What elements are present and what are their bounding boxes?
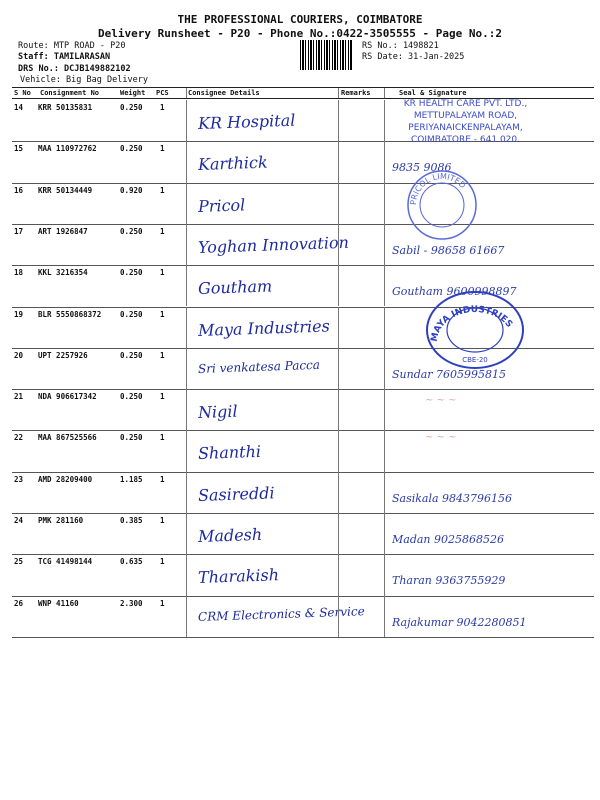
column-divider (186, 554, 187, 595)
column-divider (384, 554, 385, 595)
row-divider (12, 596, 594, 597)
pricol-stamp (405, 168, 480, 243)
row-pcs: 1 (160, 598, 165, 608)
row-consignment-no: KRR 50135831 (38, 103, 93, 112)
column-divider (186, 472, 187, 513)
row-consignee-handwritten: CRM Electronics & Service (197, 603, 365, 624)
column-divider (338, 513, 339, 554)
row-seal-signature: Sundar 7605995815 (392, 367, 507, 381)
column-divider (338, 141, 339, 182)
column-divider (338, 183, 339, 224)
row-consignee-handwritten: Goutham (197, 276, 273, 299)
column-divider (186, 183, 187, 224)
column-divider (186, 513, 187, 554)
row-consignment-no: WNP 41160 (38, 598, 79, 608)
row-seal-signature: Sasikala 9843796156 (392, 491, 513, 505)
row-sno: 21 (14, 392, 24, 402)
maya-stamp-text: MAYA INDUSTRIES (429, 304, 515, 343)
row-divider (12, 265, 594, 266)
column-divider (338, 224, 339, 265)
row-weight: 0.250 (120, 392, 143, 402)
row-consignment-no: NDA 906617342 (38, 392, 97, 402)
row-divider (12, 183, 594, 184)
row-consignment-no: MAA 110972762 (38, 144, 97, 154)
column-divider (338, 265, 339, 306)
row-weight: 0.250 (120, 144, 143, 154)
row-consignee-handwritten: Sri venkatesa Pacca (197, 357, 321, 376)
row-weight: 0.250 (120, 433, 143, 443)
column-divider (338, 554, 339, 595)
row-divider (12, 637, 594, 638)
drs-label: DRS No.: DCJB149882102 (18, 64, 131, 74)
barcode (300, 40, 352, 70)
col-consignee: Consignee Details (188, 89, 260, 97)
column-divider (186, 430, 187, 471)
maya-stamp (425, 290, 525, 370)
row-pcs: 1 (160, 226, 165, 236)
row-sno: 14 (14, 103, 24, 112)
row-sno: 25 (14, 557, 24, 567)
row-consignee-handwritten: Shanthi (197, 442, 262, 464)
route-label: Route: MTP ROAD - P20 (18, 41, 126, 51)
row-sno: 15 (14, 144, 24, 154)
column-divider (338, 472, 339, 513)
column-divider (384, 88, 385, 98)
column-divider (186, 348, 187, 389)
column-divider (384, 472, 385, 513)
column-divider (384, 348, 385, 389)
row-weight: 0.250 (120, 226, 143, 236)
row-divider (12, 389, 594, 390)
row-weight: 0.250 (120, 350, 143, 360)
row-consignee-handwritten: KR Hospital (197, 110, 296, 133)
row-weight: 0.250 (120, 268, 143, 278)
column-divider (384, 183, 385, 224)
column-divider (338, 596, 339, 637)
column-divider (186, 596, 187, 637)
staff-label: Staff: TAMILARASAN (18, 52, 111, 62)
row-consignment-no: KKL 3216354 (38, 268, 88, 278)
col-pcs: PCS (156, 89, 169, 97)
row-divider (12, 554, 594, 555)
row-weight: 0.250 (120, 309, 143, 319)
row-consignment-no: ART 1926847 (38, 226, 88, 236)
row-consignee-handwritten: Yoghan Innovation (197, 232, 350, 257)
column-divider (186, 141, 187, 182)
runsheet-subtitle: Delivery Runsheet - P20 - Phone No.:0422-3505555 - Page No.:2 (98, 27, 502, 40)
column-divider (186, 88, 187, 98)
row-consignee-handwritten: Madesh (197, 524, 263, 546)
column-divider (384, 141, 385, 182)
column-divider (338, 88, 339, 98)
row-consignee-handwritten: Karthick (197, 152, 268, 175)
svg-text:PRICOL LIMITED (409, 172, 468, 205)
col-consignment: Consignment No (40, 89, 100, 97)
kr-health-stamp: KR HEALTH CARE PVT. LTD., METTUPALAYAM ROAD, PERIYANAICKENPALAYAM, COIMBATORE - 641 020. (403, 99, 528, 145)
row-sno: 24 (14, 516, 24, 525)
column-divider (186, 307, 187, 348)
column-divider (338, 430, 339, 471)
faded-mark: ​~ ~ ~ (425, 395, 457, 406)
column-divider (384, 430, 385, 471)
row-weight: 0.250 (120, 103, 143, 112)
col-seal: Seal & Signature (399, 89, 467, 97)
column-divider (338, 307, 339, 348)
column-divider (338, 389, 339, 430)
row-sno: 18 (14, 268, 24, 278)
row-divider (12, 513, 594, 514)
row-pcs: 1 (160, 309, 165, 319)
column-divider (384, 265, 385, 306)
row-pcs: 1 (160, 268, 165, 278)
row-divider (12, 472, 594, 473)
row-sno: 22 (14, 433, 24, 443)
column-divider (338, 100, 339, 141)
column-divider (186, 265, 187, 306)
row-consignee-handwritten: Sasireddi (197, 483, 275, 505)
row-consignment-no: MAA 867525566 (38, 433, 97, 443)
row-pcs: 1 (160, 433, 165, 443)
column-divider (384, 307, 385, 348)
row-pcs: 1 (160, 144, 165, 154)
row-sno: 19 (14, 309, 24, 319)
row-sno: 26 (14, 598, 24, 608)
row-consignment-no: TCG 41498144 (38, 557, 93, 567)
column-divider (186, 100, 187, 141)
row-consignee-handwritten: Nigil (197, 401, 238, 423)
row-consignee-handwritten: Tharakish (197, 565, 280, 588)
row-sno: 16 (14, 185, 24, 195)
row-pcs: 1 (160, 392, 165, 402)
vehicle-label: Vehicle: Big Bag Delivery (20, 75, 148, 85)
row-sno: 20 (14, 350, 24, 360)
row-seal-signature: Rajakumar 9042280851 (392, 615, 527, 629)
row-seal-signature: Goutham 9600998897 (392, 285, 517, 299)
row-consignment-no: AMD 28209400 (38, 474, 93, 484)
company-title: THE PROFESSIONAL COURIERS, COIMBATORE (177, 13, 423, 26)
col-sno: S No (14, 89, 31, 97)
row-consignment-no: PMK 281160 (38, 516, 84, 525)
row-weight: 1.185 (120, 474, 143, 484)
column-divider (338, 348, 339, 389)
column-divider (384, 513, 385, 554)
row-divider (12, 224, 594, 225)
row-seal-signature: Madan 9025868526 (392, 533, 504, 546)
row-consignee-handwritten: Maya Industries (197, 315, 331, 340)
row-seal-signature: Sabil - 98658 61667 (392, 243, 505, 257)
pricol-stamp-text: PRICOL LIMITED (408, 171, 468, 206)
row-consignee-handwritten: Pricol (197, 194, 246, 216)
row-weight: 0.635 (120, 557, 143, 567)
row-weight: 2.300 (120, 598, 143, 608)
row-pcs: 1 (160, 103, 165, 112)
row-consignment-no: BLR 5550868372 (38, 309, 102, 319)
rs-number: RS No.: 1498821 (362, 41, 439, 51)
row-sno: 23 (14, 474, 24, 484)
column-divider (384, 596, 385, 637)
row-seal-signature: Tharan 9363755929 (392, 574, 506, 588)
row-pcs: 1 (160, 516, 165, 525)
row-seal-signature: 9835 9086 (392, 161, 452, 175)
row-consignment-no: KRR 50134449 (38, 185, 93, 195)
rs-date: RS Date: 31-Jan-2025 (362, 52, 465, 62)
row-weight: 0.385 (120, 516, 143, 525)
row-pcs: 1 (160, 474, 165, 484)
faded-mark: ​~ ~ ~ (425, 432, 457, 443)
row-pcs: 1 (160, 350, 165, 360)
row-divider (12, 430, 594, 431)
row-pcs: 1 (160, 185, 165, 195)
col-weight: Weight (120, 89, 146, 97)
row-consignment-no: UPT 2257926 (38, 350, 88, 360)
table-top-rule (12, 87, 594, 88)
row-weight: 0.920 (120, 185, 143, 195)
column-divider (186, 389, 187, 430)
maya-stamp-city: CBE-20 (462, 356, 488, 364)
row-sno: 17 (14, 226, 24, 236)
column-divider (186, 224, 187, 265)
column-divider (384, 389, 385, 430)
row-pcs: 1 (160, 557, 165, 567)
column-divider (384, 224, 385, 265)
col-remarks: Remarks (341, 89, 371, 97)
